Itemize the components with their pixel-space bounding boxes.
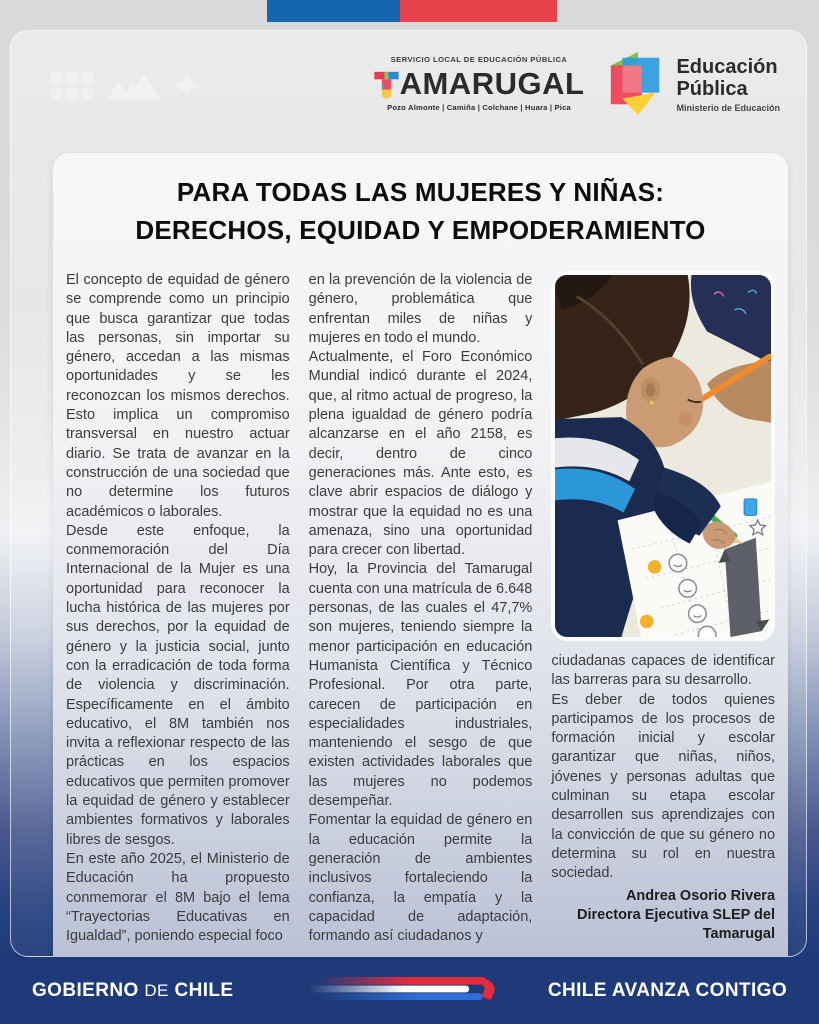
mountains-icon [107, 69, 161, 106]
title-line-1: PARA TODAS LAS MUJERES Y NIÑAS: [176, 177, 665, 207]
communes-label: Pozo Almonte | Camiña | Colchane | Huara | Pica [387, 103, 571, 112]
educacion-publica-text [676, 56, 780, 113]
education-shapes-icon [605, 47, 667, 122]
paragraph: ciudadanas capaces de identificar las barreras para su desarrollo. [551, 653, 776, 689]
gobierno-de-chile-label [32, 980, 233, 1002]
paragraph: Es deber de todos quienes participamos de los procesos de formación inicial y escolar garantizar que niñas, niños, jóvenes y personas adultas que culminan su etapa escolar desarrollen sus aprendizajes con la convicción de que su género no determina su rol en nuestra sociedad. [551, 691, 776, 882]
signature-role: Directora Ejecutiva SLEP del Tamarugal [577, 906, 776, 943]
tamarugal-logo [369, 55, 589, 112]
article-card [53, 153, 788, 971]
tamarugal-t-icon [374, 69, 399, 99]
footer-word-gobierno: GOBIERNO [32, 979, 139, 1001]
paragraph: En este año 2025, el Ministerio de Educación ha propuesto conmemorar el 8M bajo el lema “Trayectorias Educativas en Igualdad”, poniendo especial foco [66, 850, 290, 945]
paragraph: Desde este enfoque, la conmemoración del Día Internacional de la Mujer es una oportunidad para reconocer la lucha histórica de las mujeres por sus derechos, por la equidad de género y la justicia social, junto con la erradicación de toda forma de violencia y discriminación. Específicamente en el ámbito educativo, el 8M también nos invita a reflexionar respecto de las prácticas en los espacios educativos que permiten promover la equidad de género y establecer ambientes formativos y laborales libres de sesgos. [66, 522, 290, 848]
top-bar-red-segment [400, 0, 557, 22]
title-line-2: DERECHOS, EQUIDAD Y EMPODERAMIENTO [135, 215, 706, 245]
paragraph: Actualmente, el Foro Económico Mundial indicó durante el 2024, que, al ritmo actual de progreso, la plena igualdad de género podría alcanzarse en el año 2158, es decir, dentro de cinco generaciones más. Ante esto, es clave abrir espacios de diálogo y mostrar que la equidad no es una amenaza, sino una oportunidad para crecer con libertad. [308, 349, 533, 559]
girl-writing-illustration [555, 275, 771, 637]
column-1 [66, 271, 290, 946]
article-columns [53, 249, 788, 946]
paragraph: El concepto de equidad de género se comprende como un principio que busca garantizar que todas las personas, sin importar su género, accedan a las mismas oportunidades y se les reconozcan los mismos derechos. Esto implica un compromiso transversal en nuestro actuar diario. Se trata de avanzar en la construcción de una sociedad que no determine los futuros académicos o laborales. [66, 272, 290, 520]
chile-avanza-contigo-label: CHILE AVANZA CONTIGO [547, 979, 787, 1001]
page-title [73, 173, 768, 249]
footer [0, 957, 819, 1024]
paragraph: en la prevención de la violencia de género, problemática que enfrentan miles de niñas y mujeres en todo el mundo. [308, 272, 533, 346]
paragraph: Hoy, la Provincia del Tamarugal cuenta con una matrícula de 6.648 personas, de las cuales el 47,7% son mujeres, teniendo siempre la menor participación en educación Humanista Científica y Técnico Profesional. Por otra parte, carecen de participación en especialidades industriales, manteniendo el sesgo de que existen actividades laborales que las mujeres no podemos desempeñar. [308, 561, 533, 810]
header-deco-icons [49, 69, 201, 106]
sparkle-icon [173, 70, 201, 105]
servicio-label: SERVICIO LOCAL DE EDUCACIÓN PÚBLICA [390, 55, 568, 64]
ep-line1: Educación [676, 56, 778, 78]
brand-name-rest: AMARUGAL [399, 66, 585, 101]
dots-grid-icon [49, 69, 95, 106]
top-bar-blue-segment [267, 0, 400, 22]
column-2 [309, 271, 533, 946]
ep-line2: Pública [676, 78, 748, 100]
top-accent-bar [267, 0, 557, 22]
outer-frame [10, 30, 807, 957]
signature-name: Andrea Osorio Rivera [625, 887, 776, 904]
column-3 [551, 271, 775, 946]
footer-word-de: DE [144, 980, 169, 1000]
signature-block [551, 887, 775, 945]
footer-word-chile: CHILE [174, 979, 234, 1001]
educacion-publica-logo [605, 47, 780, 122]
avanza-swoosh-icon [305, 973, 515, 1008]
header [11, 47, 806, 135]
ep-subtitle: Ministerio de Educación [676, 103, 780, 113]
brand-name [369, 67, 589, 101]
paragraph: Fomentar la equidad de género en la educación permite la generación de ambientes inclusivos fortaleciendo la confianza, la empatía y la capacidad de adaptación, formando así ciudadanos y [308, 812, 533, 945]
classroom-photo [551, 271, 775, 641]
